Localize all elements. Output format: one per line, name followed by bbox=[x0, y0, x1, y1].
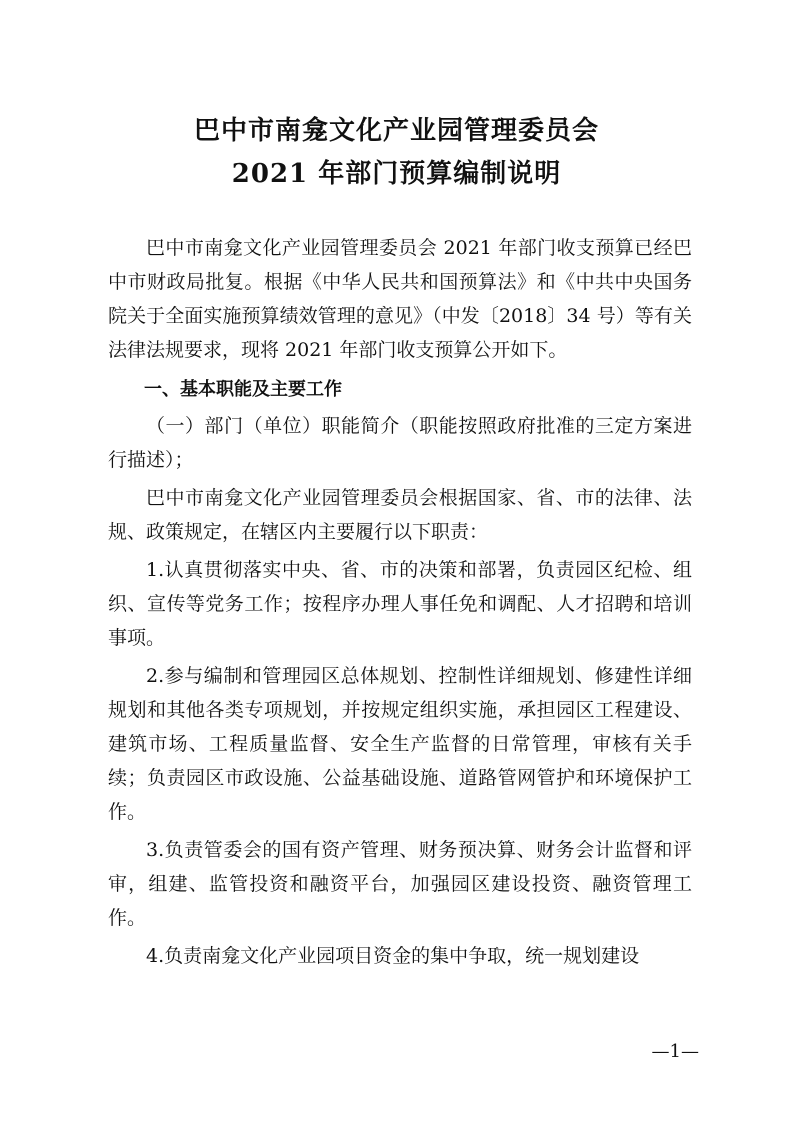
document-title-line1: 巴中市南龛文化产业园管理委员会 bbox=[193, 116, 599, 146]
duty-item-2: 2.参与编制和管理园区总体规划、控制性详细规划、修建性详细规划和其他各类专项规划，并按规定组织实施，承担园区工程建设、建筑市场、工程质量监督、安全生产监督的日常管理，审核有关手续；负责园区市政设施、公益基础设施、道路管网管护和环境保护工作。 bbox=[108, 665, 692, 823]
page-number: —1— bbox=[651, 1041, 699, 1062]
section-heading: 一、基本职能及主要工作 bbox=[144, 379, 342, 400]
document-body bbox=[108, 231, 692, 973]
duty-item-3: 3.负责管委会的国有资产管理、财务预决算、财务会计监督和评审，组建、监管投资和融资平台，加强园区建设投资、融资管理工作。 bbox=[108, 839, 692, 929]
duty-item-1: 1.认真贯彻落实中央、省、市的决策和部署，负责园区纪检、组织、宣传等党务工作；按程序办理人事任免和调配、人才招聘和培训事项。 bbox=[108, 559, 692, 649]
intro-paragraph: 巴中市南龛文化产业园管理委员会 2021 年部门收支预算已经巴中市财政局批复。根据《中华人民共和国预算法》和《中共中央国务院关于全面实施预算绩效管理的意见》（中发〔2018〕34 号）等有关法律法规要求，现将 2021 年部门收支预算公开如下。 bbox=[108, 237, 692, 361]
duties-intro-paragraph: 巴中市南龛文化产业园管理委员会根据国家、省、市的法律、法规、政策规定，在辖区内主要履行以下职责： bbox=[108, 487, 692, 543]
document-title-line2: 2021 年部门预算编制说明 bbox=[231, 159, 562, 189]
duty-item-4: 4.负责南龛文化产业园项目资金的集中争取，统一规划建设 bbox=[146, 945, 640, 967]
subsection-heading: （一）部门（单位）职能简介（职能按照政府批准的三定方案进行描述）； bbox=[108, 415, 692, 471]
